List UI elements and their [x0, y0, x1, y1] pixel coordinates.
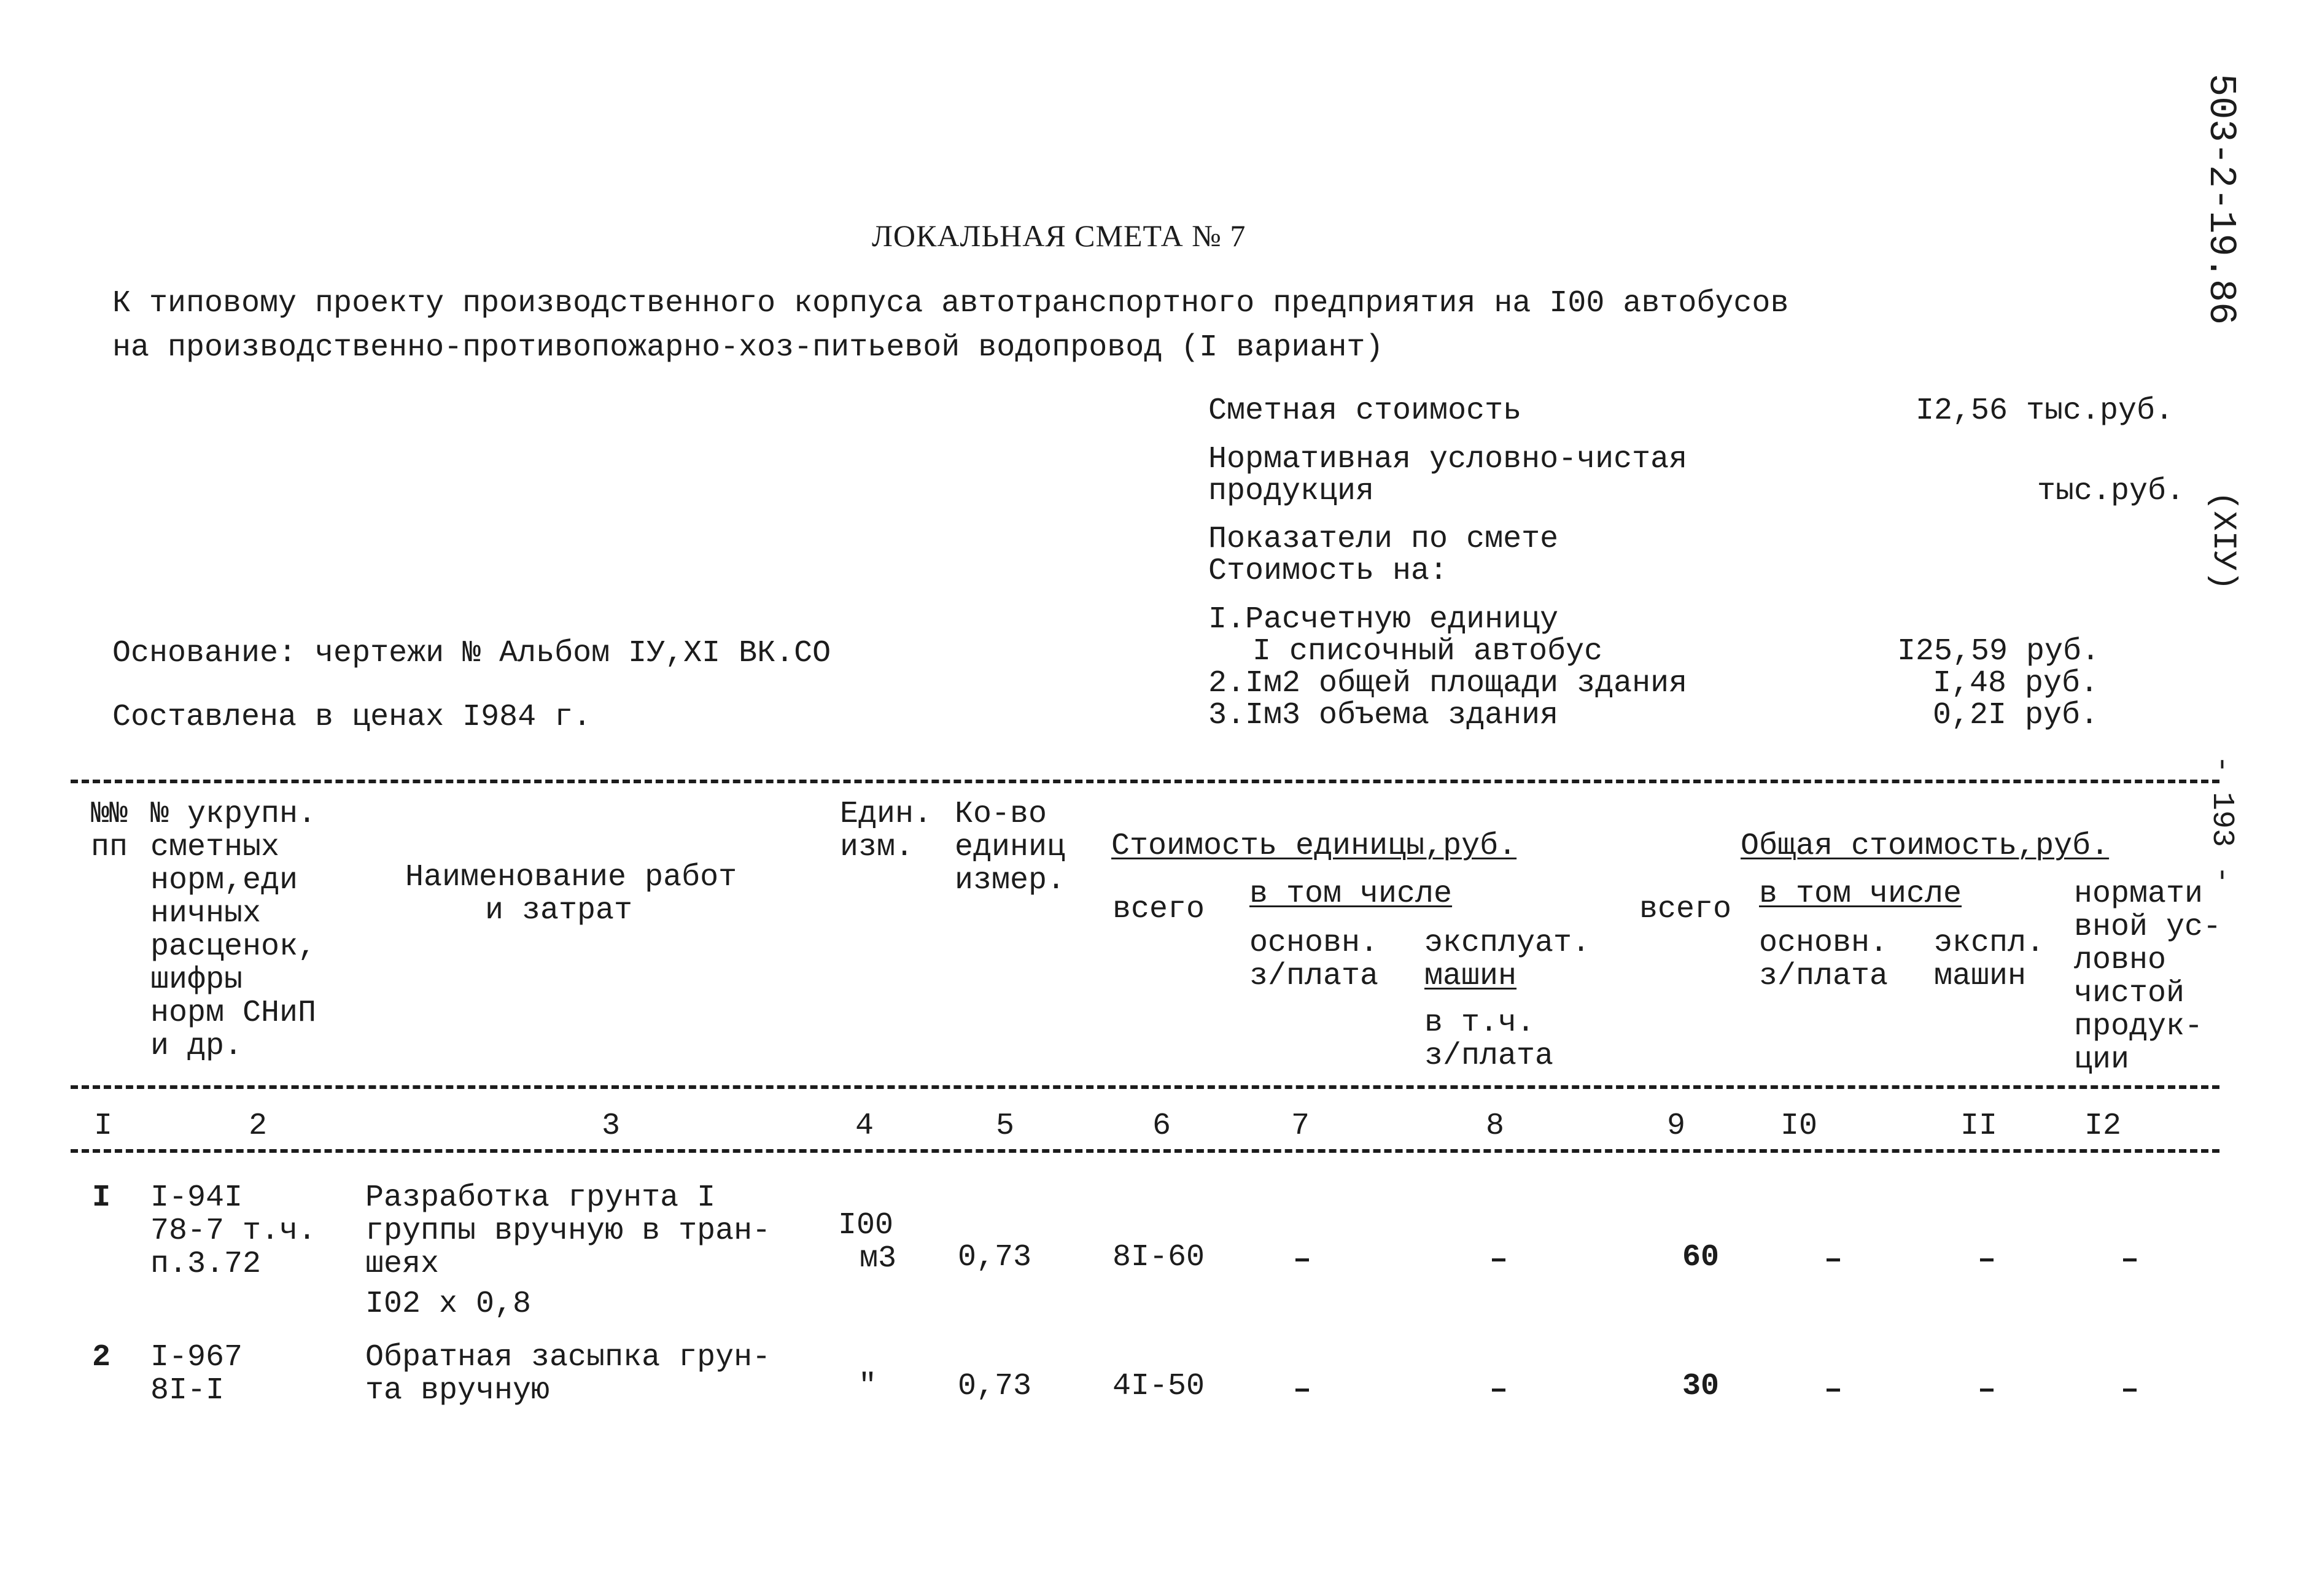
col-num: I	[93, 1109, 112, 1144]
table-top-rule	[71, 780, 2219, 783]
col-num: 6	[1152, 1109, 1171, 1144]
header-normative: нормати вной ус- ловно чистой продук- ции	[2074, 877, 2222, 1077]
subtitle-line-2: на производственно-противопожарно-хоз-питьевой водопровод (I вариант)	[112, 330, 1384, 365]
column-numbers-rule	[71, 1149, 2219, 1153]
volume-label: 3.Iм3 объема здания	[1208, 698, 1559, 733]
col-num: 4	[855, 1109, 874, 1144]
page-number: - 193 -	[2204, 755, 2239, 885]
volume-value: 0,2I руб.	[1933, 698, 2099, 733]
row-empty-dash	[1827, 1258, 1840, 1261]
row-empty-dash	[1492, 1258, 1505, 1261]
row-unit: I00 м3	[838, 1208, 897, 1276]
document-code: 503-2-19.86	[2199, 74, 2243, 325]
header-unit-incl: в том числе	[1249, 877, 1453, 912]
row-number: 2	[92, 1340, 111, 1375]
header-col-4: Един. изм.	[840, 797, 933, 865]
row-calculation: I02 x 0,8	[365, 1287, 532, 1322]
header-unit-base-pay: основн. з/плата	[1249, 926, 1379, 994]
unit-label: I.Расчетную единицу	[1208, 602, 1559, 637]
area-label: 2.Iм2 общей площади здания	[1208, 666, 1688, 701]
header-total-machines: экспл. машин	[1934, 926, 2045, 994]
col-num: 8	[1485, 1109, 1504, 1144]
subtitle-line-1: К типовому проекту производственного корпуса автотранспортного предприятия на I00 автобусов	[112, 286, 1789, 321]
col-num: 2	[248, 1109, 267, 1144]
row-quantity: 0,73	[958, 1240, 1032, 1275]
col-num: 9	[1666, 1109, 1685, 1144]
col-num: 5	[995, 1109, 1014, 1144]
normative-label-2: продукция	[1208, 474, 1375, 509]
row-empty-dash	[1492, 1389, 1505, 1392]
header-grand-total: всего	[1639, 892, 1732, 927]
header-unit-machines: эксплуат. машин	[1424, 926, 1591, 994]
row-empty-dash	[1980, 1389, 1994, 1392]
header-col-2: № укрупн. сметных норм,еди ничных расценок, шифры норм СНиП и др.	[150, 797, 317, 1064]
row-empty-dash	[1295, 1258, 1309, 1261]
col-num: I2	[2084, 1109, 2121, 1144]
bus-value: I25,59 руб.	[1897, 634, 2100, 669]
header-total-base-pay: основн. з/плата	[1759, 926, 1889, 994]
volume-mark: (XIУ)	[2204, 491, 2242, 591]
page-title: ЛОКАЛЬНАЯ СМЕТА № 7	[872, 219, 1246, 253]
row-unit-total: 4I-50	[1112, 1369, 1205, 1404]
cost-per-label: Стоимость на:	[1208, 554, 1448, 589]
row-unit-total: 8I-60	[1112, 1240, 1205, 1275]
header-unit-cost: Стоимость единицы,руб.	[1111, 829, 1517, 864]
prices-text: Составлена в ценах I984 г.	[112, 700, 592, 735]
row-work-name: Разработка грунта I группы вручную в тран- шеях	[365, 1180, 771, 1282]
header-total-cost: Общая стоимость,руб.	[1741, 829, 2110, 864]
row-total: 60	[1682, 1240, 1720, 1275]
row-code: I-94I 78-7 т.ч. п.3.72	[150, 1180, 317, 1282]
normative-label-1: Нормативная условно-чистая	[1208, 442, 1688, 477]
bus-label: I списочный автобус	[1252, 634, 1603, 669]
row-code: I-967 8I-I	[150, 1340, 243, 1408]
header-unit-total: всего	[1112, 892, 1205, 927]
basis-text: Основание: чертежи № Альбом IУ,XI ВК.СО	[112, 636, 831, 671]
row-empty-dash	[2123, 1389, 2137, 1392]
header-bottom-rule	[71, 1085, 2219, 1089]
indicators-label: Показатели по смете	[1208, 522, 1559, 557]
col-num: I0	[1780, 1109, 1817, 1144]
header-col-1: №№ пп	[91, 797, 128, 865]
area-value: I,48 руб.	[1933, 666, 2099, 701]
header-col-3: Наименование работ и затрат	[405, 860, 737, 928]
col-num: 7	[1291, 1109, 1310, 1144]
estimated-cost-value: I2,56 тыс.руб.	[1916, 393, 2174, 428]
row-empty-dash	[1980, 1258, 1994, 1261]
header-total-incl: в том числе	[1759, 877, 1962, 912]
row-unit: "	[858, 1369, 877, 1404]
row-work-name: Обратная засыпка грун- та вручную	[365, 1340, 771, 1408]
row-empty-dash	[1295, 1389, 1309, 1392]
normative-value: тыс.руб.	[2037, 474, 2185, 509]
col-num: 3	[601, 1109, 620, 1144]
estimated-cost-label: Сметная стоимость	[1208, 393, 1522, 428]
col-num: II	[1960, 1109, 1997, 1144]
header-unit-incl-pay: в т.ч. з/плата	[1424, 1005, 1554, 1074]
row-number: I	[92, 1180, 111, 1215]
row-empty-dash	[1827, 1389, 1840, 1392]
header-col-5: Ко-во единиц измер.	[955, 797, 1066, 898]
row-total: 30	[1682, 1369, 1720, 1404]
row-quantity: 0,73	[958, 1369, 1032, 1404]
row-empty-dash	[2123, 1258, 2137, 1261]
